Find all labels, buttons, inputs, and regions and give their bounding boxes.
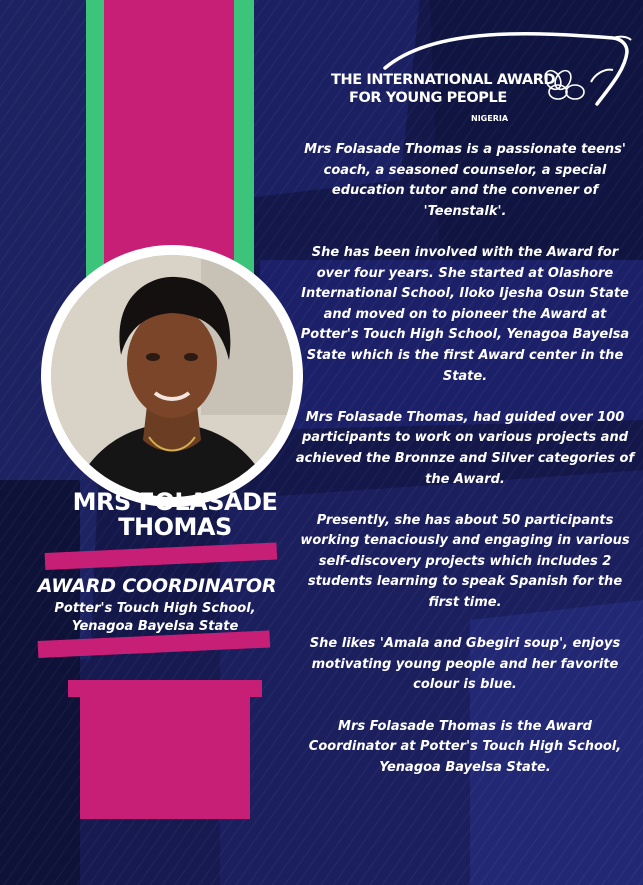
- bio-paragraph: She likes 'Amala and Gbegiri soup', enjoys motivating young people and her favorite colour is blue.: [309, 636, 621, 693]
- bio-paragraph: She has been involved with the Award for over four years. She started at Olashore International School, Iloko Ijesha Osun State and moved on to pioneer the Award at Potter's Touch High School, Yenagoa Bayelsa State which is the first Award center in the State.: [300, 244, 630, 384]
- school-line1: Potter's Touch High School,: [54, 601, 256, 616]
- bio-paragraph: Mrs Folasade Thomas, had guided over 100 participants to work on various projects and achieved the Bronnze and Silver categories of the Award.: [295, 409, 635, 487]
- podium-block: [80, 697, 250, 819]
- profile-photo: [51, 255, 293, 497]
- bio-paragraph: Mrs Folasade Thomas is a passionate teens' coach, a seasoned counselor, a special education tutor and the convener of 'Teenstalk'.: [304, 142, 626, 219]
- bio-paragraph: Mrs Folasade Thomas is the Award Coordinator at Potter's Touch High School, Yenagoa Bayelsa State.: [308, 718, 622, 775]
- bio-paragraph: Presently, she has about 50 participants working tenaciously and engaging in various self-discovery projects which includes 2 students learning to speak Spanish for the first time.: [300, 512, 630, 611]
- school-name: [30, 600, 280, 636]
- logo-title-line1: THE INTERNATIONAL AWARD: [331, 72, 556, 88]
- bio-text: [295, 140, 635, 799]
- person-name: [40, 490, 310, 540]
- logo-country: NIGERIA: [471, 114, 509, 123]
- logo-title-line2: FOR YOUNG PEOPLE: [349, 90, 507, 106]
- award-logo: [325, 30, 637, 130]
- school-line2: Yenagoa Bayelsa State: [71, 619, 239, 634]
- person-name-line2: THOMAS: [118, 513, 232, 541]
- role-title: AWARD COORDINATOR: [37, 575, 277, 597]
- profile-photo-frame: [41, 245, 303, 507]
- podium-lid: [68, 680, 262, 697]
- person-name-line1: MRS FOLASADE: [72, 488, 278, 516]
